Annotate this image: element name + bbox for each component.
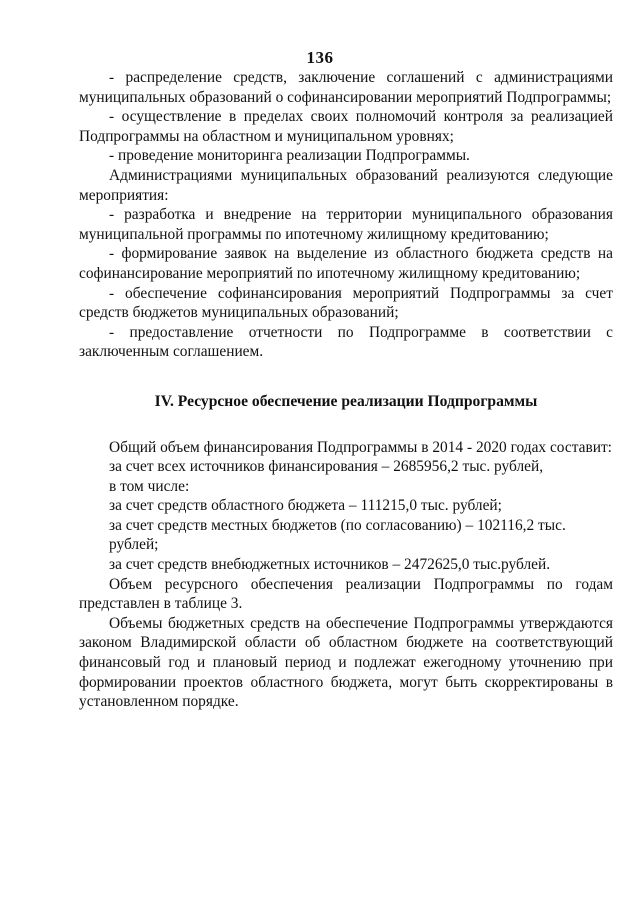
list-item: - распределение средств, заключение соглашений с администрациями муниципальных образований о софинансировании мероприятий Подпрограммы; bbox=[79, 69, 613, 106]
list-item: - разработка и внедрение на территории муниципального образования муниципальной программы по ипотечному жилищному кредитованию; bbox=[79, 206, 613, 243]
document-body bbox=[79, 68, 613, 712]
paragraph: Объем ресурсного обеспечения реализации Подпрограммы по годам представлен в таблице 3. bbox=[79, 575, 613, 613]
funding-regional: за счет средств областного бюджета – 111215,0 тыс. рублей; bbox=[109, 497, 502, 515]
funding-intro: Общий объем финансирования Подпрограммы в 2014 - 2020 годах составит: bbox=[109, 438, 612, 456]
list-item: - проведение мониторинга реализации Подпрограммы. bbox=[109, 147, 470, 165]
funding-block bbox=[79, 438, 613, 575]
funding-including: в том числе: bbox=[109, 477, 190, 495]
paragraph: Объемы бюджетных средств на обеспечение Подпрограммы утверждаются законом Владимирской области об областном бюджете на соответствующий финансовый год и плановый период и подлежат ежегодному уточнению при формировании проектов областного бюджета, могут быть скорректированы в установленном порядке. bbox=[79, 614, 613, 711]
funding-local: за счет средств местных бюджетов (по согласованию) – 102116,2 тыс. рублей; bbox=[109, 516, 566, 554]
list-item: - осуществление в пределах своих полномочий контроля за реализацией Подпрограммы на областном и муниципальном уровнях; bbox=[79, 108, 613, 145]
paragraph: Администрациями муниципальных образований реализуются следующие мероприятия: bbox=[79, 166, 613, 204]
section-heading: IV. Ресурсное обеспечение реализации Подпрограммы bbox=[154, 392, 538, 410]
list-item: - предоставление отчетности по Подпрограмме в соответствии с заключенным соглашением. bbox=[79, 323, 613, 361]
page-number: 136 bbox=[306, 48, 334, 67]
funding-total: за счет всех источников финансирования – 2685956,2 тыс. рублей, bbox=[109, 458, 544, 476]
funding-extrabudget: за счет средств внебюджетных источников – 2472625,0 тыс.рублей. bbox=[109, 556, 551, 574]
list-item: - обеспечение софинансирования мероприятий Подпрограммы за счет средств бюджетов муниципальных образований; bbox=[79, 284, 613, 322]
list-item: - формирование заявок на выделение из областного бюджета средств на софинансирование мероприятий по ипотечному жилищному кредитованию; bbox=[79, 245, 613, 282]
